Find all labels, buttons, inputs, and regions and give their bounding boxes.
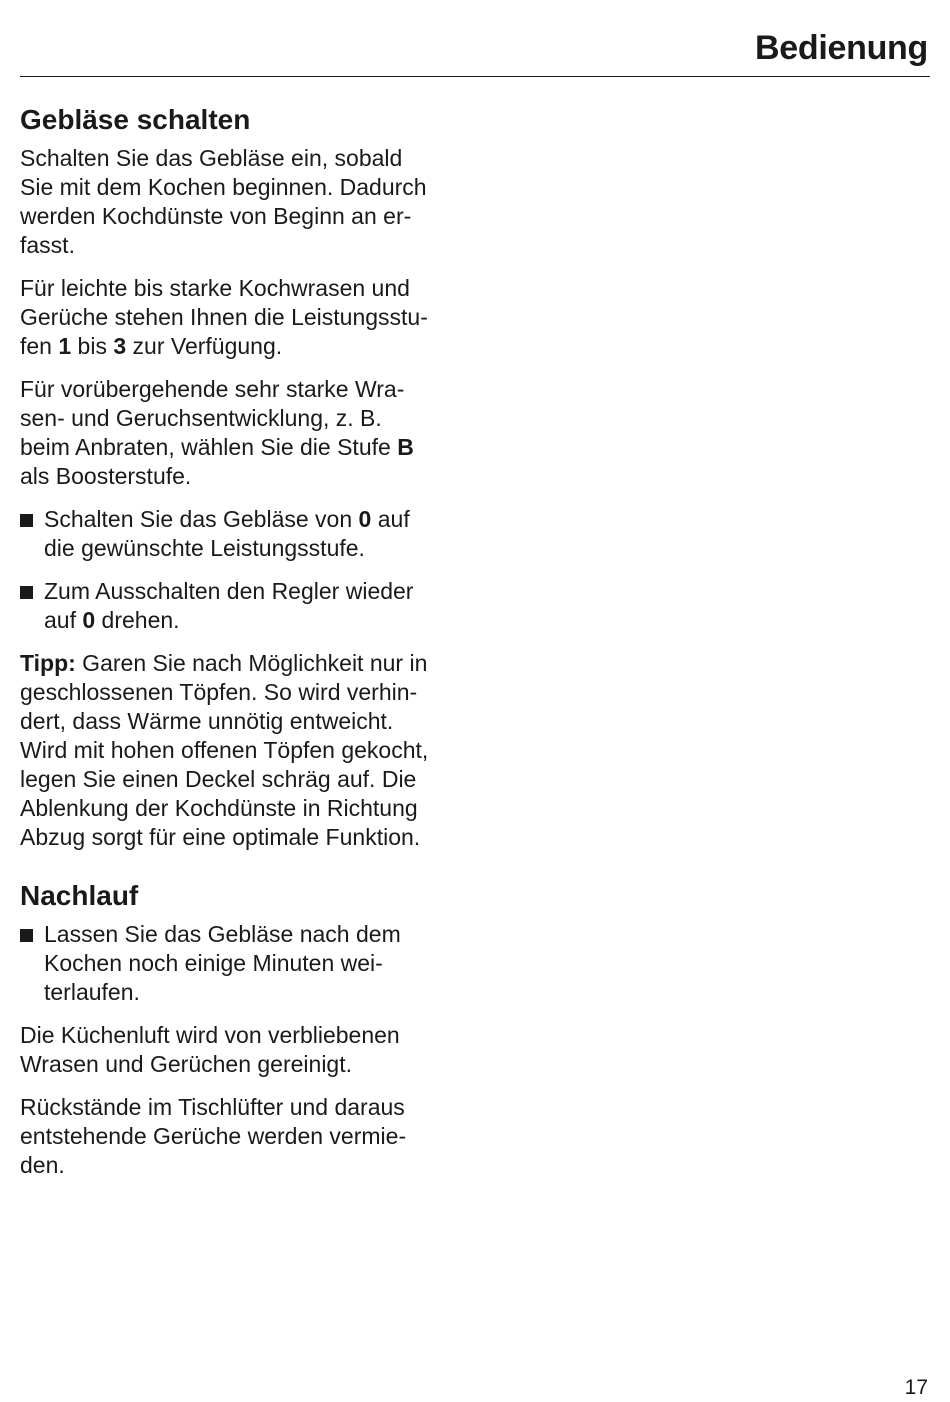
- text-line: werden Kochdünste von Beginn an er-: [20, 203, 412, 229]
- instruction-bullet-switch-on: [20, 505, 480, 563]
- text-line: Schalten Sie das Gebläse ein, sobald: [20, 145, 403, 171]
- text-line: Zum Ausschalten den Regler wieder: [44, 578, 414, 604]
- text-line: [44, 606, 480, 635]
- text-line: [20, 433, 480, 462]
- text-line: fasst.: [20, 232, 75, 258]
- text-line: Ablenkung der Kochdünste in Richtung: [20, 795, 418, 821]
- text-line: die gewünschte Leistungsstufe.: [44, 535, 365, 561]
- tip-paragraph: [20, 649, 480, 852]
- text-line: als Boosterstufe.: [20, 463, 192, 489]
- main-content: [20, 100, 480, 1194]
- page-header-title: Bedienung: [755, 29, 928, 67]
- level-3-value: 3: [113, 333, 127, 359]
- text-run: fen: [20, 333, 59, 359]
- text-run: Schalten Sie das Gebläse von: [44, 506, 359, 532]
- text-line: entstehende Gerüche werden vermie-: [20, 1123, 407, 1149]
- text-run: bis: [71, 333, 114, 359]
- text-run: auf: [44, 607, 83, 633]
- text-line: geschlossenen Töpfen. So wird verhin-: [20, 679, 418, 705]
- paragraph-power-levels: [20, 274, 480, 361]
- text-run: beim Anbraten, wählen Sie die Stufe: [20, 434, 398, 460]
- text-run: auf: [371, 506, 410, 532]
- text-line: den.: [20, 1152, 65, 1178]
- level-0-value: 0: [82, 607, 96, 633]
- text-line: Wird mit hohen offenen Töpfen gekocht,: [20, 737, 429, 763]
- text-line: [20, 332, 480, 361]
- text-run: Garen Sie nach Möglichkeit nur in: [75, 650, 428, 676]
- tip-label: Tipp:: [20, 650, 76, 676]
- text-line: Sie mit dem Kochen beginnen. Dadurch: [20, 174, 427, 200]
- square-bullet-icon: [20, 514, 33, 527]
- text-line: Wrasen und Gerüchen gereinigt.: [20, 1051, 352, 1077]
- section-spacer: [20, 866, 480, 876]
- text-line: Für vorübergehende sehr starke Wra-: [20, 376, 405, 402]
- text-line: Abzug sorgt für eine optimale Funktion.: [20, 824, 421, 850]
- header-divider: [20, 76, 930, 77]
- text-run: drehen.: [95, 607, 180, 633]
- level-0-value: 0: [358, 506, 372, 532]
- level-1-value: 1: [58, 333, 72, 359]
- text-line: Rückstände im Tischlüfter und daraus: [20, 1094, 405, 1120]
- text-line: Für leichte bis starke Kochwrasen und: [20, 275, 410, 301]
- text-line: sen- und Geruchsentwicklung, z. B.: [20, 405, 382, 431]
- section-heading-geblaese-schalten: Gebläse schalten: [20, 104, 251, 135]
- text-line: Lassen Sie das Gebläse nach dem: [44, 921, 401, 947]
- text-line: Gerüche stehen Ihnen die Leistungsstu-: [20, 304, 428, 330]
- text-line: Die Küchenluft wird von verbliebenen: [20, 1022, 400, 1048]
- text-line: legen Sie einen Deckel schräg auf. Die: [20, 766, 417, 792]
- paragraph-booster: [20, 375, 480, 491]
- paragraph-residues: [20, 1093, 480, 1180]
- square-bullet-icon: [20, 929, 33, 942]
- instruction-bullet-run-on: [20, 920, 480, 1007]
- text-line: [20, 649, 480, 678]
- text-line: Kochen noch einige Minuten wei-: [44, 950, 383, 976]
- paragraph-air-cleaned: [20, 1021, 480, 1079]
- section-heading-nachlauf: Nachlauf: [20, 880, 139, 911]
- instruction-bullet-switch-off: [20, 577, 480, 635]
- text-run: zur Verfügung.: [126, 333, 283, 359]
- square-bullet-icon: [20, 586, 33, 599]
- booster-level-value: B: [397, 434, 414, 460]
- text-line: dert, dass Wärme unnötig entweicht.: [20, 708, 394, 734]
- page-number: 17: [904, 1376, 928, 1399]
- text-line: terlaufen.: [44, 979, 140, 1005]
- paragraph-intro: [20, 144, 480, 260]
- text-line: [44, 505, 480, 534]
